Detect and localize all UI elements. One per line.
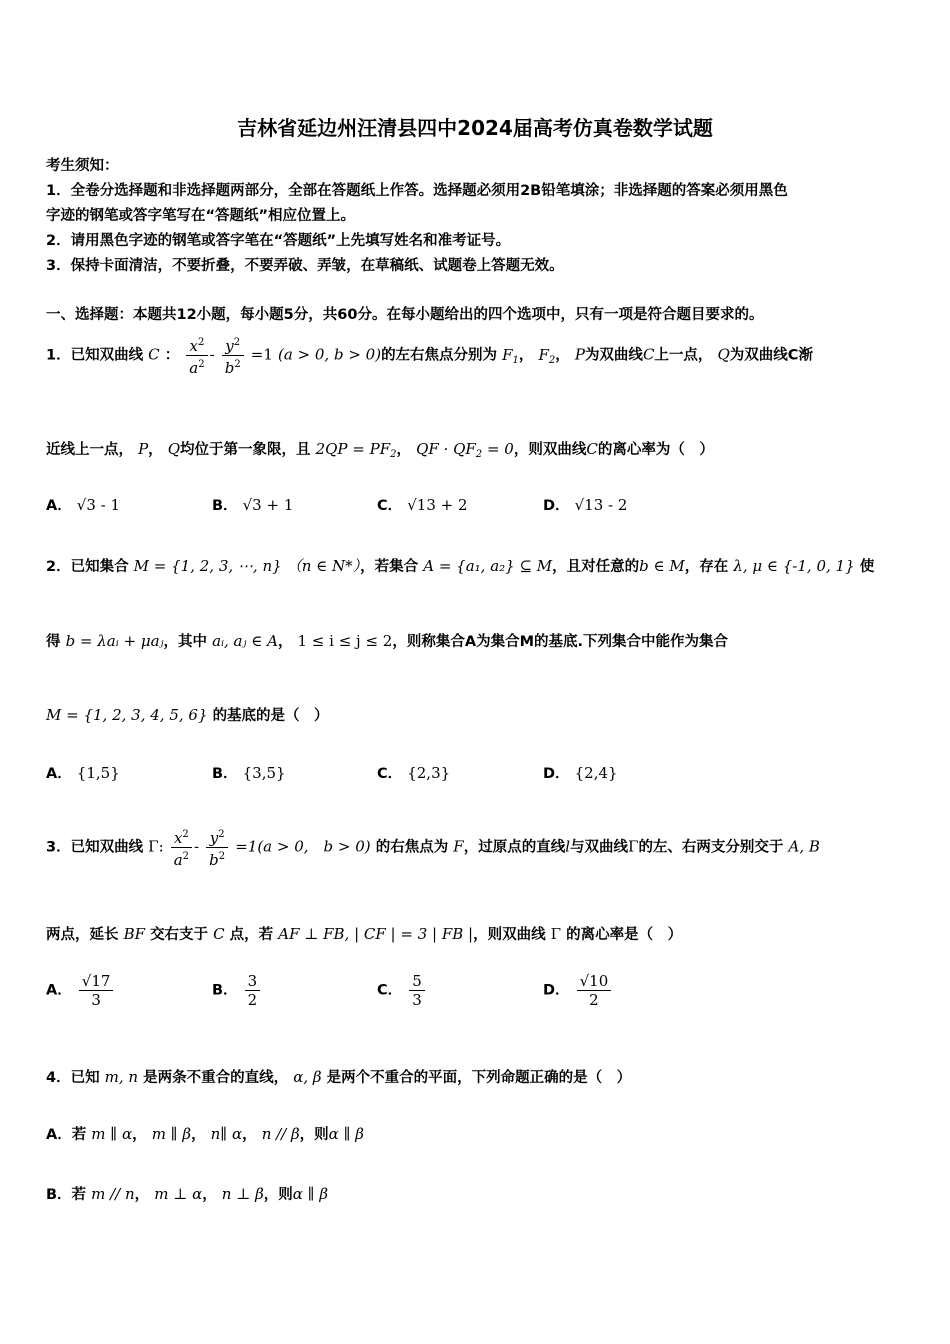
q1-option-b-value: √3 + 1 [242, 496, 294, 514]
q3-option-b[interactable] [212, 972, 262, 1009]
q2-option-a[interactable] [46, 762, 120, 783]
q3-text-4: 与双曲线 [570, 839, 629, 856]
q1-text-6: 近线上一点， [46, 442, 133, 458]
q1-relation-1: $2QP = PF_2$ [315, 440, 397, 460]
q4-sep-2: ， [191, 1127, 206, 1143]
q2-set-a: A = {a₁, a₂} ⊆ M [423, 557, 553, 575]
q3-text-8: 点，若 [229, 927, 274, 943]
q2-text-2: ，若集合 [360, 559, 419, 575]
q3-b: b [209, 851, 219, 869]
q3-option-a[interactable] [46, 972, 115, 1009]
q3-text-10: 的离心率是（ ） [566, 927, 683, 943]
q1-text-3: 为双曲线 [584, 347, 643, 364]
q1-curve-c: C [148, 345, 160, 364]
question-1-line-2: 近线上一点， P， Q均位于第一象限，且 $2QP = PF_2$， QF · $QF_2 = 0$，则双曲线C的离心率为（ ） [46, 440, 714, 460]
q1-option-d-label: D． [543, 498, 570, 514]
q2-option-b-label: B． [212, 766, 238, 782]
q3-option-d-label: D． [543, 982, 570, 999]
q3-gamma-3: Γ [550, 925, 562, 943]
q2-text-6: 得 [46, 634, 61, 650]
q4-text-2: 是两条不重合的直线， [143, 1070, 289, 1086]
q1-q-2: Q [167, 440, 181, 458]
q1-option-c[interactable] [377, 494, 468, 515]
q2-inequality: 1 ≤ i ≤ j ≤ 2 [297, 632, 393, 650]
q2-option-a-label: A． [46, 766, 72, 782]
q1-option-d[interactable] [543, 494, 627, 515]
q3-text-3: ，过原点的直线 [463, 839, 566, 856]
q3-option-d-fraction [577, 972, 612, 1009]
q1-rel2-eq: = 0 [486, 440, 514, 458]
q1-c-2: C [642, 345, 655, 364]
q4-option-a-then: ，则 [299, 1127, 329, 1143]
q4-option-b-then: ，则 [263, 1187, 293, 1203]
q3-option-b-fraction [245, 972, 261, 1009]
q2-lambda-mu: λ, μ ∈ {-1, 0, 1} [733, 557, 855, 575]
q1-c-3: C [586, 440, 598, 458]
q1-fraction-x: $\frac{x^2}{a^2}$ [186, 334, 207, 377]
q1-text: 1．已知双曲线 [46, 347, 144, 364]
q4-option-a-cond-4: n // β [261, 1125, 300, 1143]
q3-bf: BF [123, 925, 145, 943]
page-title: 吉林省延边州汪清县四中2024届高考仿真卷数学试题 [237, 116, 713, 140]
q3-option-d[interactable] [543, 972, 613, 1009]
q3-option-a-num: √17 [79, 972, 114, 991]
q3-text-6: 两点，延长 [46, 927, 119, 943]
q1-option-a-label: A． [46, 498, 72, 514]
q2-option-a-value: {1,5} [76, 764, 120, 782]
q2-option-c-value: {2,3} [407, 764, 451, 782]
q3-text-9: ，则双曲线 [473, 927, 546, 943]
q3-option-b-den: 2 [247, 991, 258, 1009]
q1-q: Q [717, 345, 730, 364]
q3-option-c-den: 3 [412, 991, 422, 1009]
q1-option-c-value: √13 + 2 [407, 496, 468, 514]
q4-option-a[interactable] [46, 1123, 364, 1144]
q3-option-b-label: B． [212, 982, 238, 999]
q4-lines-mn: m, n [104, 1068, 139, 1086]
q4-option-b[interactable] [46, 1183, 328, 1204]
q3-fraction-y: $\frac{y^2}{b^2}$ [206, 826, 228, 869]
q2-option-d-label: D． [543, 766, 570, 782]
q4-option-b-cond-2: m ⊥ α [154, 1185, 203, 1203]
question-2-line-3 [46, 704, 329, 725]
q3-l: l [565, 837, 571, 856]
q4-sep-4: ， [134, 1187, 150, 1203]
q3-gamma-2: Γ [628, 837, 639, 856]
q3-text-5: 的左、右两支分别交于 [638, 839, 784, 856]
q1-rel2-text: QF · QF [416, 440, 476, 458]
q3-option-a-fraction [79, 972, 114, 1009]
q1-b: b [224, 359, 235, 377]
q3-text-1: 3．已知双曲线 [46, 839, 144, 856]
q2-text-3: ，且对任意的 [552, 559, 640, 575]
q1-f2-letter: F [538, 345, 549, 364]
q1-rel1-text: 2QP = PF [315, 440, 391, 458]
q4-option-b-cond-3: n ⊥ β [221, 1185, 264, 1203]
q1-y: y [225, 337, 234, 355]
notice-item-1b: 字迹的钢笔或答字笔写在“答题纸”相应位置上。 [46, 208, 356, 224]
notice-item-1a: 1．全卷分选择题和非选择题两部分，全部在答题纸上作答。选择题必须用2B铅笔填涂；非选择题的答案必须用黑色 [46, 183, 788, 199]
q1-a: a [189, 359, 199, 377]
q1-option-b[interactable] [212, 494, 293, 515]
q1-text-4: 上一点， [654, 347, 713, 364]
q1-x: x [189, 337, 198, 355]
q1-option-c-label: C． [377, 498, 403, 514]
q3-text-2: 的右焦点为 [375, 839, 449, 856]
q2-expression: b = λaᵢ + μaⱼ [65, 632, 164, 650]
q3-option-c-label: C． [377, 982, 403, 999]
q3-option-c-num: 5 [409, 972, 425, 991]
q3-x: x [173, 829, 183, 847]
question-2-line-2: 得 b = λaᵢ + μaⱼ，其中 aᵢ, aⱼ ∈ A， 1 ≤ i ≤ j ≤ 2，则称集合A为集合M的基底.下列集合中能作为集合 [46, 632, 729, 650]
q1-f1-letter: F [502, 345, 513, 364]
q2-text-5: 使 [859, 559, 875, 575]
q2-text-9: 的基底的是（ ） [212, 708, 329, 724]
q4-sep-3: ， [242, 1127, 257, 1143]
section-heading: 一、选择题：本题共12小题，每小题5分，共60分。在每小题给出的四个选项中，只有一项是符合题目要求的。 [46, 307, 764, 323]
q1-relation-2: QF · $QF_2 = 0$ [416, 440, 514, 460]
q1-text-5: 为双曲线C渐 [729, 347, 813, 364]
q3-c: C [213, 925, 225, 943]
notice-heading: 考生须知： [46, 158, 119, 174]
q4-option-b-cond-1: m // n [91, 1185, 135, 1203]
q4-option-a-cond-2: m ∥ β [151, 1125, 192, 1143]
q4-option-a-result: α ∥ β [328, 1125, 364, 1143]
q2-option-d[interactable] [543, 762, 618, 783]
q1-f1: $F_1$ [502, 345, 519, 366]
notice-item-3: 3．保持卡面清洁，不要折叠，不要弄破、弄皱，在草稿纸、试题卷上答题无效。 [46, 258, 564, 274]
q2-option-c[interactable] [377, 762, 450, 783]
question-1-line-1: 1．已知双曲线 C ： $\frac{x^2}{a^2}$ - $\frac{y^2}{b^2}$ =1 (a > 0, b > 0)的左右焦点分别为 $F_1$， $F_2$， P为双曲线C上一点， Q为双曲线C渐 [46, 334, 813, 377]
q3-option-c-fraction [409, 972, 425, 1009]
q1-text-9: 的离心率为（ ） [597, 442, 714, 458]
question-4-line-1 [46, 1066, 631, 1087]
q2-text-1: 2．已知集合 [46, 559, 129, 575]
q4-text-3: 是两个不重合的平面，下列命题正确的是（ ） [326, 1070, 632, 1086]
q3-gamma: Γ [148, 837, 159, 856]
q3-a: a [173, 851, 183, 869]
notice-item-2: 2．请用黑色字迹的钢笔或答字笔在“答题纸”上先填写姓名和准考证号。 [46, 233, 511, 249]
q2-n-condition: （n ∈ N*） [286, 557, 361, 575]
q2-option-b[interactable] [212, 762, 286, 783]
q1-f2: $F_2$ [538, 345, 556, 366]
q2-text-8: ，则称集合A为集合M的基底.下列集合中能作为集合 [392, 634, 729, 650]
q2-option-d-value: {2,4} [574, 764, 618, 782]
q1-p-2: P [138, 440, 149, 458]
q1-text-2: 的左右焦点分别为 [381, 347, 498, 364]
q4-option-b-label: B．若 [46, 1187, 87, 1203]
q4-option-a-cond-1: m ∥ α [91, 1125, 133, 1143]
q1-option-d-value: √13 - 2 [574, 496, 628, 514]
q3-text-7: 交右支于 [150, 927, 209, 943]
q3-fraction-x: $\frac{x^2}{a^2}$ [171, 826, 192, 869]
q1-text-8: ，则双曲线 [513, 442, 587, 458]
q3-relation: AF ⊥ FB, | CF | = 3 | FB | [278, 925, 474, 943]
q2-text-4: ，存在 [684, 559, 729, 575]
q4-option-a-label: A．若 [46, 1127, 87, 1143]
q1-option-a-value: √3 - 1 [76, 496, 121, 514]
q4-sep-5: ， [202, 1187, 217, 1203]
q2-aij: aᵢ, aⱼ ∈ A [212, 632, 278, 650]
q4-option-a-cond-3: n∥ α [210, 1125, 243, 1143]
q1-option-a[interactable] [46, 494, 120, 515]
q3-option-a-label: A． [46, 982, 72, 999]
q1-colon: ： [164, 347, 180, 364]
q2-set-m: M = {1, 2, 3, ⋯, n} [133, 557, 282, 575]
q1-text-7: 均位于第一象限，且 [180, 442, 311, 458]
q3-f: F [453, 837, 464, 856]
q4-option-b-result: α ∥ β [292, 1185, 329, 1203]
q3-points-ab: A, B [788, 837, 820, 856]
q4-text-1: 4．已知 [46, 1070, 100, 1086]
q2-text-7: ，其中 [163, 634, 207, 650]
q3-option-d-num: √10 [577, 972, 612, 991]
q3-condition: =1(a > 0, b > 0) [235, 837, 371, 856]
q1-option-b-label: B． [212, 498, 238, 514]
q3-option-c[interactable] [377, 972, 427, 1009]
q3-option-b-num: 3 [245, 972, 261, 991]
q2-set-m6: M = {1, 2, 3, 4, 5, 6} [46, 706, 208, 724]
q2-option-c-label: C． [377, 766, 403, 782]
q2-option-b-value: {3,5} [242, 764, 286, 782]
q3-option-d-den: 2 [589, 991, 599, 1009]
q4-planes: α, β [293, 1068, 322, 1086]
q3-y: y [209, 829, 219, 847]
q1-fraction-y: $\frac{y^2}{b^2}$ [222, 334, 244, 377]
question-3-line-1: 3．已知双曲线 Γ: $\frac{x^2}{a^2}$ - $\frac{y^2}{b^2}$ =1(a > 0, b > 0) 的右焦点为 F，过原点的直线l与双曲线Γ的左、右两支分别交于 A, B [46, 826, 820, 869]
q3-option-a-den: 3 [91, 991, 101, 1009]
question-3-line-2 [46, 923, 682, 944]
question-2-line-1 [46, 555, 874, 576]
q1-p: P [574, 345, 585, 364]
q4-sep-1: ， [132, 1127, 147, 1143]
q1-eq: =1 [250, 345, 273, 364]
q1-condition: (a > 0, b > 0) [277, 345, 382, 364]
q2-b-in-m: b ∈ M [639, 557, 685, 575]
